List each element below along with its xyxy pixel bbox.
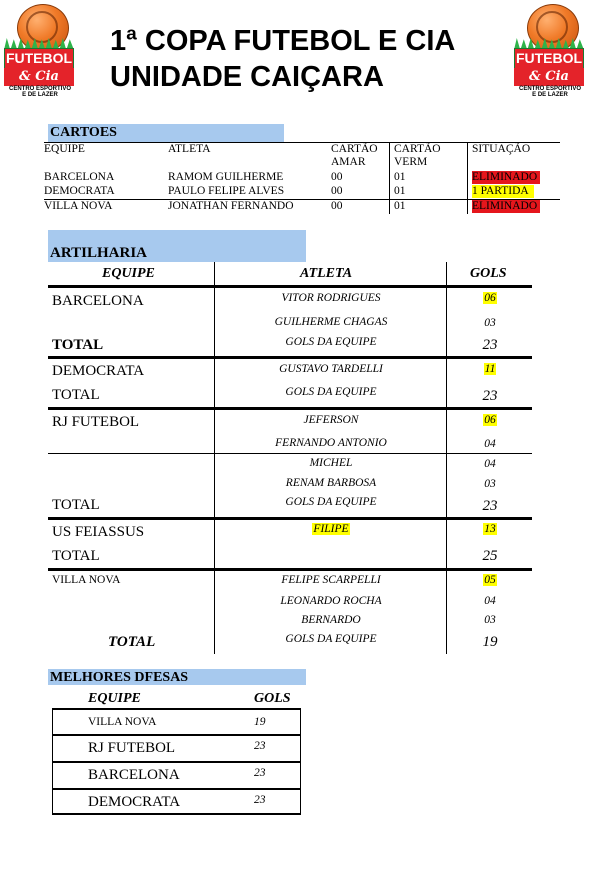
status-badge-partida: 1 PARTIDA (472, 185, 534, 198)
cartoes-divider (389, 142, 390, 214)
defesas-line (52, 734, 301, 736)
player-name: LEONARDO ROCHA (280, 595, 382, 607)
player-goals: 06 (484, 414, 496, 426)
defesas-goals: 23 (254, 794, 266, 806)
player-goals: 04 (484, 458, 496, 470)
player-name: JEFERSON (303, 414, 359, 426)
cartoes-verm: 01 (394, 200, 406, 212)
defesas-line (52, 708, 301, 710)
team-total-label: TOTAL (52, 497, 100, 513)
team-name: BARCELONA (52, 293, 144, 309)
player-goals: 03 (484, 317, 496, 329)
defesas-goals: 23 (254, 740, 266, 752)
player-name: FERNANDO ANTONIO (275, 437, 387, 449)
team-name: RJ FUTEBOL (52, 414, 140, 430)
cartoes-col-verm: CARTÃO VERM (394, 143, 441, 168)
logo-cia: & Cia (4, 68, 74, 86)
team-separator (48, 517, 532, 520)
defesas-col-gols: GOLS (254, 691, 291, 706)
defesas-goals: 19 (254, 716, 266, 728)
player-name: FILIPE (313, 523, 349, 535)
player-name: MICHEL (309, 457, 353, 469)
artilharia-divider (446, 262, 447, 654)
artilharia-header-line (48, 285, 532, 288)
artilharia-divider (214, 262, 215, 654)
cartoes-atleta: RAMOM GUILHERME (168, 171, 284, 183)
player-goals: 11 (484, 363, 496, 375)
logo-cia: & Cia (514, 68, 584, 86)
player-goals: 13 (484, 523, 496, 535)
team-total-label: TOTAL (52, 387, 100, 403)
cartoes-amar: 00 (331, 200, 343, 212)
cartoes-col-equipe: EQUIPE (44, 143, 85, 155)
cartoes-col-atleta: ATLETA (168, 143, 211, 155)
player-name: BERNARDO (301, 614, 361, 626)
status-badge-eliminado: ELIMINADO (472, 200, 540, 213)
cartoes-equipe: DEMOCRATA (44, 185, 115, 197)
team-total: 23 (482, 498, 498, 514)
player-goals: 05 (484, 574, 496, 586)
artilharia-col-equipe: EQUIPE (102, 266, 155, 281)
cartoes-section-header: CARTOES (48, 124, 284, 142)
page-title-line2: UNIDADE CAIÇARA (110, 61, 384, 93)
cartoes-col-situacao: SITUAÇÃO (472, 143, 531, 155)
defesas-team: VILLA NOVA (88, 716, 157, 728)
defesas-team: RJ FUTEBOL (88, 740, 176, 756)
team-goals-label: GOLS DA EQUIPE (285, 496, 377, 508)
defesas-team: BARCELONA (88, 767, 180, 783)
team-separator (48, 356, 532, 359)
player-goals: 04 (484, 595, 496, 607)
right-logo (514, 2, 592, 98)
team-total: 23 (482, 337, 498, 353)
team-total: 25 (482, 548, 498, 564)
player-name: VITOR RODRIGUES (281, 292, 381, 304)
player-goals: 03 (484, 614, 496, 626)
player-name: GUSTAVO TARDELLI (279, 363, 383, 375)
defesas-section-header: MELHORES DFESAS (48, 669, 306, 685)
team-total-label: TOTAL (52, 548, 100, 564)
logo-word: FUTEBOL (514, 48, 584, 70)
cartoes-atleta: PAULO FELIPE ALVES (168, 185, 285, 197)
defesas-line (52, 761, 301, 763)
team-name: US FEIASSUS (52, 524, 145, 540)
cartoes-divider (467, 142, 468, 214)
team-total-label: TOTAL (108, 634, 156, 650)
artilharia-col-atleta: ATLETA (300, 266, 353, 281)
status-badge-eliminado: ELIMINADO (472, 171, 540, 184)
cartoes-equipe: BARCELONA (44, 171, 115, 183)
defesas-goals: 23 (254, 767, 266, 779)
player-goals: 04 (484, 438, 496, 450)
cartoes-col-amar: CARTÃO AMAR (331, 143, 378, 168)
artilharia-col-gols: GOLS (470, 266, 507, 281)
artilharia-section-header: ARTILHARIA (48, 230, 306, 262)
cartoes-verm: 01 (394, 185, 406, 197)
player-goals: 03 (484, 478, 496, 490)
team-name: VILLA NOVA (52, 574, 121, 586)
player-name: GUILHERME CHAGAS (274, 316, 388, 328)
cartoes-amar: 00 (331, 171, 343, 183)
team-separator (48, 568, 532, 571)
cartoes-atleta: JONATHAN FERNANDO (168, 200, 294, 212)
team-total: 19 (482, 634, 498, 650)
defesas-line (52, 788, 301, 790)
cartoes-equipe: VILLA NOVA (44, 200, 113, 212)
team-goals-label: GOLS DA EQUIPE (285, 336, 377, 348)
row-line (48, 453, 532, 454)
player-goals: 06 (484, 292, 496, 304)
team-goals-label: GOLS DA EQUIPE (285, 633, 377, 645)
logo-word: FUTEBOL (4, 48, 74, 70)
defesas-line (52, 813, 301, 815)
team-total: 23 (482, 388, 498, 404)
team-total-label: TOTAL (52, 337, 104, 353)
left-logo (4, 2, 82, 98)
cartoes-verm: 01 (394, 171, 406, 183)
logo-subtitle: CENTRO ESPORTIVO E DE LAZER (8, 86, 71, 98)
player-name: FELIPE SCARPELLI (281, 574, 381, 586)
team-name: DEMOCRATA (52, 363, 145, 379)
team-goals-label: GOLS DA EQUIPE (285, 386, 377, 398)
cartoes-amar: 00 (331, 185, 343, 197)
defesas-col-equipe: EQUIPE (88, 691, 141, 706)
player-name: RENAM BARBOSA (285, 477, 377, 489)
page-title-line1: 1ª COPA FUTEBOL E CIA (110, 25, 456, 57)
team-separator (48, 407, 532, 410)
defesas-team: DEMOCRATA (88, 794, 181, 810)
logo-subtitle: CENTRO ESPORTIVO E DE LAZER (518, 86, 581, 98)
